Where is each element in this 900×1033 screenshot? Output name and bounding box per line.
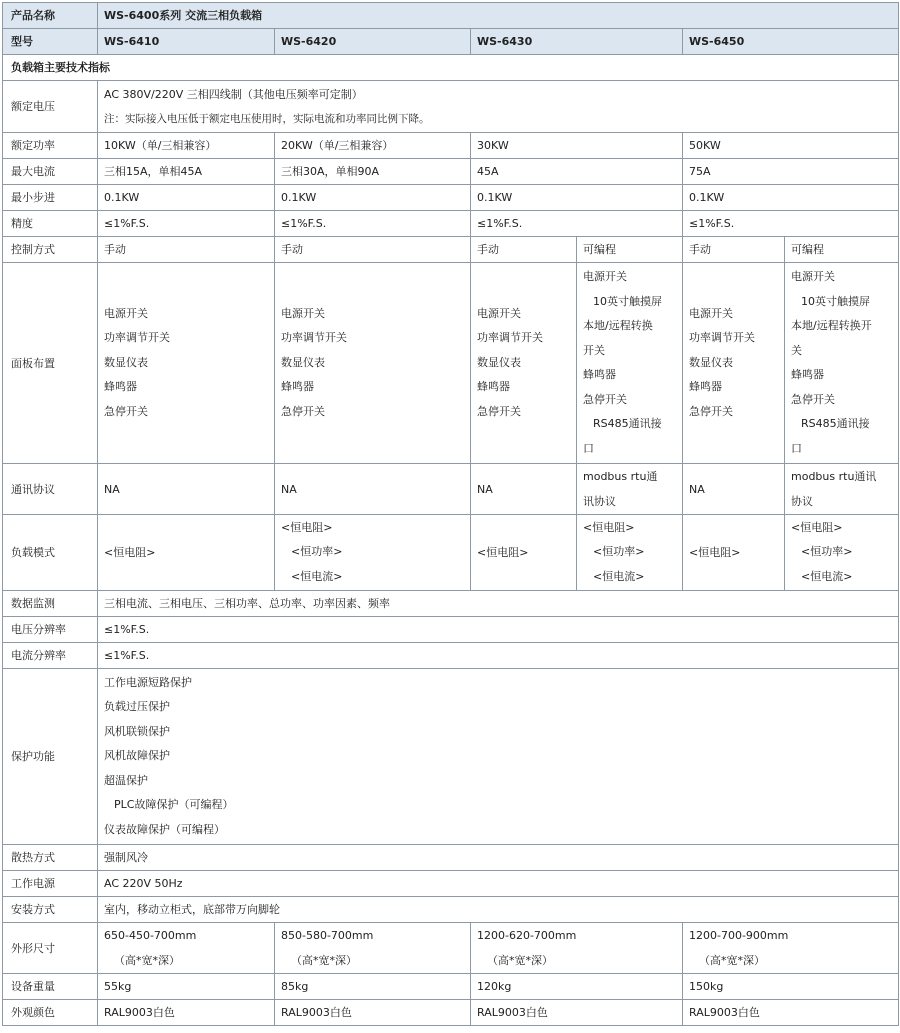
current-res-value: ≤1%F.S. <box>98 643 899 669</box>
installation-value: 室内，移动立柜式，底部带万向脚轮 <box>98 897 899 923</box>
dimensions-6420 <box>275 923 471 974</box>
dimensions-label: 外形尺寸 <box>3 923 98 974</box>
weight-label: 设备重量 <box>3 974 98 1000</box>
model-6420: WS-6420 <box>275 29 471 55</box>
panel-item: 开关 <box>583 343 605 357</box>
accuracy-label: 精度 <box>3 211 98 237</box>
spec-table <box>2 2 899 1026</box>
load-mode-item: <恒电流> <box>291 569 343 583</box>
control-6430-manual: 手动 <box>471 237 577 263</box>
model-row <box>3 29 899 55</box>
protection-item: 风机联锁保护 <box>104 724 170 738</box>
comm-label: 通讯协议 <box>3 464 98 515</box>
panel-item: 功率调节开关 <box>689 331 755 345</box>
weight-6410: 55kg <box>98 974 275 1000</box>
panel-item: 急停开关 <box>104 404 148 418</box>
load-mode-6450-prog <box>785 515 899 591</box>
dimensions-note: （高*宽*深） <box>487 954 553 967</box>
max-current-6420: 三相30A，单相90A <box>275 159 471 185</box>
dimensions-6410 <box>98 923 275 974</box>
load-mode-item: <恒电流> <box>593 569 645 583</box>
panel-item: 口 <box>791 441 802 455</box>
panel-6420 <box>275 263 471 464</box>
cooling-label: 散热方式 <box>3 845 98 871</box>
min-step-6410: 0.1KW <box>98 185 275 211</box>
comm-6430-manual: NA <box>471 464 577 515</box>
load-mode-6430-manual: <恒电阻> <box>471 515 577 591</box>
panel-item: 口 <box>583 441 594 455</box>
installation-label: 安装方式 <box>3 897 98 923</box>
min-step-row <box>3 185 899 211</box>
control-6430-prog: 可编程 <box>577 237 683 263</box>
dimensions-row <box>3 923 899 974</box>
load-mode-6420 <box>275 515 471 591</box>
panel-item: 电源开关 <box>791 270 835 283</box>
rated-power-6420: 20KW（单/三相兼容） <box>275 133 471 159</box>
section-title: 负载箱主要技术指标 <box>3 55 899 81</box>
panel-item: 蜂鸣器 <box>104 380 137 394</box>
panel-item: RS485通讯接 <box>593 417 662 430</box>
panel-item: 急停开关 <box>281 404 325 418</box>
rated-power-6450: 50KW <box>683 133 899 159</box>
model-6410: WS-6410 <box>98 29 275 55</box>
comm-6410: NA <box>98 464 275 515</box>
load-mode-item: <恒功率> <box>593 545 645 559</box>
installation-row <box>3 897 899 923</box>
rated-power-label: 额定功率 <box>3 133 98 159</box>
panel-item: 功率调节开关 <box>477 331 543 345</box>
panel-item: 急停开关 <box>689 404 733 418</box>
accuracy-6410: ≤1%F.S. <box>98 211 275 237</box>
load-mode-6430-prog <box>577 515 683 591</box>
panel-item: 数显仪表 <box>281 355 325 369</box>
protection-item: 仪表故障保护（可编程） <box>104 822 225 836</box>
panel-item: 数显仪表 <box>104 355 148 369</box>
load-mode-item: <恒电阻> <box>583 520 635 534</box>
control-row <box>3 237 899 263</box>
comm-line: modbus rtu通讯 <box>791 470 877 483</box>
weight-row <box>3 974 899 1000</box>
min-step-6420: 0.1KW <box>275 185 471 211</box>
rated-voltage-value: AC 380V/220V 三相四线制（其他电压频率可定制） <box>104 87 363 101</box>
monitoring-label: 数据监测 <box>3 591 98 617</box>
panel-item: 蜂鸣器 <box>281 380 314 394</box>
comm-line: 协议 <box>791 495 813 508</box>
cooling-row <box>3 845 899 871</box>
max-current-6450: 75A <box>683 159 899 185</box>
min-step-6430: 0.1KW <box>471 185 683 211</box>
dimensions-value: 850-580-700mm <box>281 929 374 942</box>
current-res-label: 电流分辨率 <box>3 643 98 669</box>
panel-item: RS485通讯接 <box>801 417 870 430</box>
panel-item: 数显仪表 <box>689 355 733 369</box>
color-6450: RAL9003白色 <box>683 1000 899 1026</box>
load-mode-label: 负载模式 <box>3 515 98 591</box>
dimensions-note: （高*宽*深） <box>699 954 765 967</box>
rated-voltage-label: 额定电压 <box>3 81 98 133</box>
power-supply-row <box>3 871 899 897</box>
panel-item: 蜂鸣器 <box>583 368 616 381</box>
panel-6410 <box>98 263 275 464</box>
model-6450: WS-6450 <box>683 29 899 55</box>
section-row <box>3 55 899 81</box>
panel-item: 本地/远程转换开 <box>791 319 872 332</box>
rated-power-row <box>3 133 899 159</box>
panel-item: 10英寸触摸屏 <box>593 294 662 308</box>
min-step-6450: 0.1KW <box>683 185 899 211</box>
min-step-label: 最小步进 <box>3 185 98 211</box>
panel-item: 电源开关 <box>281 306 325 320</box>
color-label: 外观颜色 <box>3 1000 98 1026</box>
protection-item: 负载过压保护 <box>104 700 170 714</box>
weight-6450: 150kg <box>683 974 899 1000</box>
panel-item: 功率调节开关 <box>104 331 170 345</box>
voltage-res-row <box>3 617 899 643</box>
accuracy-row <box>3 211 899 237</box>
panel-item: 数显仪表 <box>477 355 521 369</box>
comm-6450-prog <box>785 464 899 515</box>
weight-6420: 85kg <box>275 974 471 1000</box>
panel-6430-manual <box>471 263 577 464</box>
comm-6450-manual: NA <box>683 464 785 515</box>
protection-item: 超温保护 <box>104 773 148 787</box>
dimensions-value: 650-450-700mm <box>104 929 197 942</box>
color-6420: RAL9003白色 <box>275 1000 471 1026</box>
comm-line: modbus rtu通 <box>583 470 658 483</box>
load-mode-item: <恒电阻> <box>791 520 843 534</box>
product-name: WS-6400系列 交流三相负载箱 <box>98 3 899 29</box>
panel-label: 面板布置 <box>3 263 98 464</box>
comm-row <box>3 464 899 515</box>
panel-item: 蜂鸣器 <box>791 368 824 381</box>
panel-item: 急停开关 <box>477 404 521 418</box>
protection-label: 保护功能 <box>3 669 98 845</box>
panel-6450-prog <box>785 263 899 464</box>
dimensions-note: （高*宽*深） <box>291 954 357 967</box>
panel-item: 本地/远程转换 <box>583 319 653 332</box>
comm-6420: NA <box>275 464 471 515</box>
cooling-value: 强制风冷 <box>98 845 899 871</box>
voltage-res-label: 电压分辨率 <box>3 617 98 643</box>
max-current-6410: 三相15A，单相45A <box>98 159 275 185</box>
header-label: 产品名称 <box>3 3 98 29</box>
control-6450-manual: 手动 <box>683 237 785 263</box>
voltage-res-value: ≤1%F.S. <box>98 617 899 643</box>
accuracy-6430: ≤1%F.S. <box>471 211 683 237</box>
max-current-6430: 45A <box>471 159 683 185</box>
panel-row <box>3 263 899 464</box>
control-6410: 手动 <box>98 237 275 263</box>
comm-6430-prog <box>577 464 683 515</box>
dimensions-6450 <box>683 923 899 974</box>
rated-voltage-note: 注：实际接入电压低于额定电压使用时，实际电流和功率同比例下降。 <box>104 112 430 125</box>
monitoring-row <box>3 591 899 617</box>
max-current-row <box>3 159 899 185</box>
protection-item: PLC故障保护（可编程） <box>114 798 234 812</box>
panel-item: 电源开关 <box>689 306 733 320</box>
panel-item: 10英寸触摸屏 <box>801 294 870 308</box>
load-mode-item: <恒电流> <box>801 569 853 583</box>
protection-item: 风机故障保护 <box>104 749 170 763</box>
dimensions-value: 1200-700-900mm <box>689 929 789 942</box>
panel-item: 蜂鸣器 <box>689 380 722 394</box>
dimensions-6430 <box>471 923 683 974</box>
rated-voltage-row <box>3 81 899 133</box>
accuracy-6450: ≤1%F.S. <box>683 211 899 237</box>
power-supply-label: 工作电源 <box>3 871 98 897</box>
color-6410: RAL9003白色 <box>98 1000 275 1026</box>
protection-row <box>3 669 899 845</box>
protection-list <box>98 669 899 845</box>
panel-item: 急停开关 <box>583 392 627 406</box>
power-supply-value: AC 220V 50Hz <box>98 871 899 897</box>
load-mode-item: <恒功率> <box>291 545 343 559</box>
protection-item: 工作电源短路保护 <box>104 675 192 689</box>
panel-item: 关 <box>791 343 802 357</box>
accuracy-6420: ≤1%F.S. <box>275 211 471 237</box>
panel-item: 急停开关 <box>791 392 835 406</box>
rated-power-6430: 30KW <box>471 133 683 159</box>
panel-item: 电源开关 <box>477 306 521 320</box>
control-6450-prog: 可编程 <box>785 237 899 263</box>
current-res-row <box>3 643 899 669</box>
dimensions-note: （高*宽*深） <box>114 954 180 967</box>
model-label: 型号 <box>3 29 98 55</box>
panel-6430-prog <box>577 263 683 464</box>
comm-line: 讯协议 <box>583 495 616 508</box>
panel-item: 蜂鸣器 <box>477 380 510 394</box>
control-6420: 手动 <box>275 237 471 263</box>
rated-voltage-cell <box>98 81 899 133</box>
max-current-label: 最大电流 <box>3 159 98 185</box>
model-6430: WS-6430 <box>471 29 683 55</box>
header-row <box>3 3 899 29</box>
load-mode-item: <恒功率> <box>801 545 853 559</box>
load-mode-item: <恒电阻> <box>281 520 333 534</box>
color-6430: RAL9003白色 <box>471 1000 683 1026</box>
panel-item: 电源开关 <box>104 306 148 320</box>
color-row <box>3 1000 899 1026</box>
panel-item: 功率调节开关 <box>281 331 347 345</box>
panel-6450-manual <box>683 263 785 464</box>
dimensions-value: 1200-620-700mm <box>477 929 577 942</box>
control-label: 控制方式 <box>3 237 98 263</box>
load-mode-6410: <恒电阻> <box>98 515 275 591</box>
monitoring-value: 三相电流、三相电压、三相功率、总功率、功率因素、频率 <box>98 591 899 617</box>
load-mode-6450-manual: <恒电阻> <box>683 515 785 591</box>
rated-power-6410: 10KW（单/三相兼容） <box>98 133 275 159</box>
panel-item: 电源开关 <box>583 270 627 283</box>
load-mode-row <box>3 515 899 591</box>
weight-6430: 120kg <box>471 974 683 1000</box>
